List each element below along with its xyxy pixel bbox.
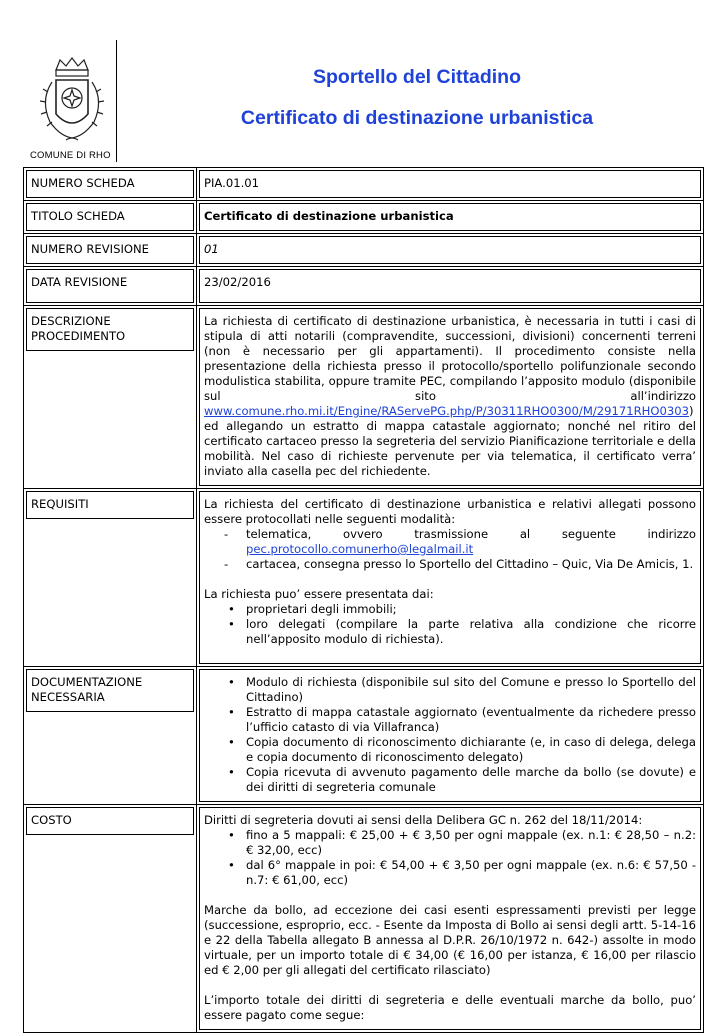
value-titolo-scheda: Certificato di destinazione urbanistica: [199, 203, 701, 231]
coat-of-arms-icon: [26, 52, 122, 148]
modulo-link[interactable]: www.comune.rho.mi.it/Engine/RAServePG.php/P/30311RHO0300/M/29171RHO0303: [204, 404, 690, 418]
costo-intro: Diritti di segreteria dovuti ai sensi della Delibera GC n. 262 del 18/11/2014:: [204, 813, 643, 827]
documento-item: • Estratto di mappa catastale aggiornato (eventualmente da richedere presso l’ufficio catasto di via Villafranca): [246, 705, 696, 735]
label-requisiti: REQUISITI: [26, 491, 194, 519]
descrizione-link-suffix: ) ed: [204, 404, 694, 433]
row-requisiti: [24, 489, 704, 667]
word: ovvero: [343, 527, 383, 541]
value-numero-scheda: PIA.01.01: [199, 170, 701, 198]
pec-email-link[interactable]: pec.protocollo.comunerho@legalmail.it: [246, 542, 474, 556]
requisiti-intro: La richiesta del certificato di destinazione urbanistica e relativi allegati possono essere protocollati nelle seguenti modalità:: [204, 497, 696, 526]
row-titolo-scheda: [24, 201, 704, 234]
label-numero-revisione: NUMERO REVISIONE: [26, 236, 194, 264]
row-costo: [24, 805, 704, 1033]
descrizione-text-after: allegando un estratto di mappa catastale aggiornato; nonché nel ritiro del certificato cartaceo presso la segreteria del servizio Pianificazione territoriale e della mobilità. Nel caso di richieste pervenute per via telematica, il certificato verra’ inviato alla casella pec del richiedente.: [204, 419, 696, 478]
scheda-table: [23, 167, 704, 1033]
label-costo: COSTO: [26, 807, 194, 835]
value-numero-revisione: 01: [199, 236, 701, 264]
descrizione-text-before: La richiesta di certificato di destinazione urbanistica, è necessaria in tutti i casi di stipula di atti notarili (compravendite, successioni, divisioni) concernenti terreni (non è necessario per gli appartamenti). Il procedimento consiste nella presentazione della richiesta presso il protocollo/sportello polifunzionale secondo modulistica stabilita, oppure tramite PEC, compilando l’apposito modulo (disponibile sul sito all’indirizzo: [204, 314, 696, 403]
modalita-item-telematica: [224, 527, 696, 557]
costo-item: • dal 6° mappale in poi: € 54,00 + € 3,50 per ogni mappale (ex. n.6: € 57,50 - n.7: € 61,00, ecc): [246, 858, 696, 888]
label-titolo-scheda: TITOLO SCHEDA: [26, 203, 194, 231]
word: al: [519, 527, 531, 541]
who-item: • proprietari degli immobili;: [246, 602, 696, 617]
telematica-line: [246, 527, 696, 542]
logo-caption: COMUNE DI RHO: [30, 150, 111, 161]
word: indirizzo: [647, 527, 696, 541]
row-numero-scheda: [24, 168, 704, 201]
documenti-list: [204, 675, 696, 795]
page-title: Sportello del Cittadino: [313, 66, 521, 88]
label-numero-scheda: NUMERO SCHEDA: [26, 170, 194, 198]
value-data-revisione: 23/02/2016: [199, 269, 701, 303]
importo-text: L’importo totale dei diritti di segreteria e delle eventuali marche da bollo, puo’ essere pagato come segue:: [204, 993, 696, 1022]
word: trasmissione: [414, 527, 489, 541]
marche-da-bollo-text: Marche da bollo, ad eccezione dei casi esenti espressamenti previsti per legge (successione, esproprio, ecc. - Esente da Imposta di Bollo ai sensi degli artt. 5-14-16 e 22 della Tabella allegato B annessa al D.P.R. 26/10/1972 n. 642-) assolte in modo virtuale, per un importo totale di € 34,00 (€ 16,00 per istanza, € 16,00 per rilascio ed € 2,00 per gli allegati del certificato rilasciato): [204, 903, 696, 977]
row-data-revisione: [24, 267, 704, 306]
costo-list: [204, 828, 696, 888]
header-divider: [116, 40, 117, 162]
descrizione-text: [199, 308, 701, 486]
costo-item: • fino a 5 mappali: € 25,00 + € 3,50 per ogni mappale (ex. n.1: € 28,50 – n.2: € 32,00, ecc): [246, 828, 696, 858]
documento-item: • Modulo di richiesta (disponibile sul sito del Comune e presso lo Sportello del Cittadino): [246, 675, 696, 705]
costo-content: [199, 807, 701, 1030]
modalita-item-cartacea: - cartacea, consegna presso lo Sportello del Cittadino – Quic, Via De Amicis, 1.: [224, 557, 696, 572]
documentazione-content: [199, 669, 701, 802]
word: - telematica,: [246, 527, 312, 541]
requisiti-content: [199, 491, 701, 664]
row-descrizione: [24, 306, 704, 489]
word: seguente: [561, 527, 616, 541]
label-documentazione: DOCUMENTAZIONE NECESSARIA: [26, 669, 194, 712]
row-numero-revisione: [24, 234, 704, 267]
documento-item: • Copia documento di riconoscimento dichiarante (e, in caso di delega, delega e copia documento di riconoscimento delegato): [246, 735, 696, 765]
who-list: [204, 602, 696, 647]
who-item: • loro delegati (compilare la parte relativa alla condizione che ricorre nell’apposito modulo di richiesta).: [246, 617, 696, 647]
page-subtitle: Certificato di destinazione urbanistica: [240, 107, 594, 129]
modalita-list: [204, 527, 696, 572]
requisiti-who-intro: La richiesta puo’ essere presentata dai:: [204, 587, 434, 601]
documento-item: • Copia ricevuta di avvenuto pagamento delle marche da bollo (se dovute) e dei diritti di segreteria comunale: [246, 765, 696, 795]
label-descrizione: DESCRIZIONE PROCEDIMENTO: [26, 308, 194, 351]
label-data-revisione: DATA REVISIONE: [26, 269, 194, 303]
row-documentazione: [24, 667, 704, 805]
comune-logo: [26, 52, 122, 148]
